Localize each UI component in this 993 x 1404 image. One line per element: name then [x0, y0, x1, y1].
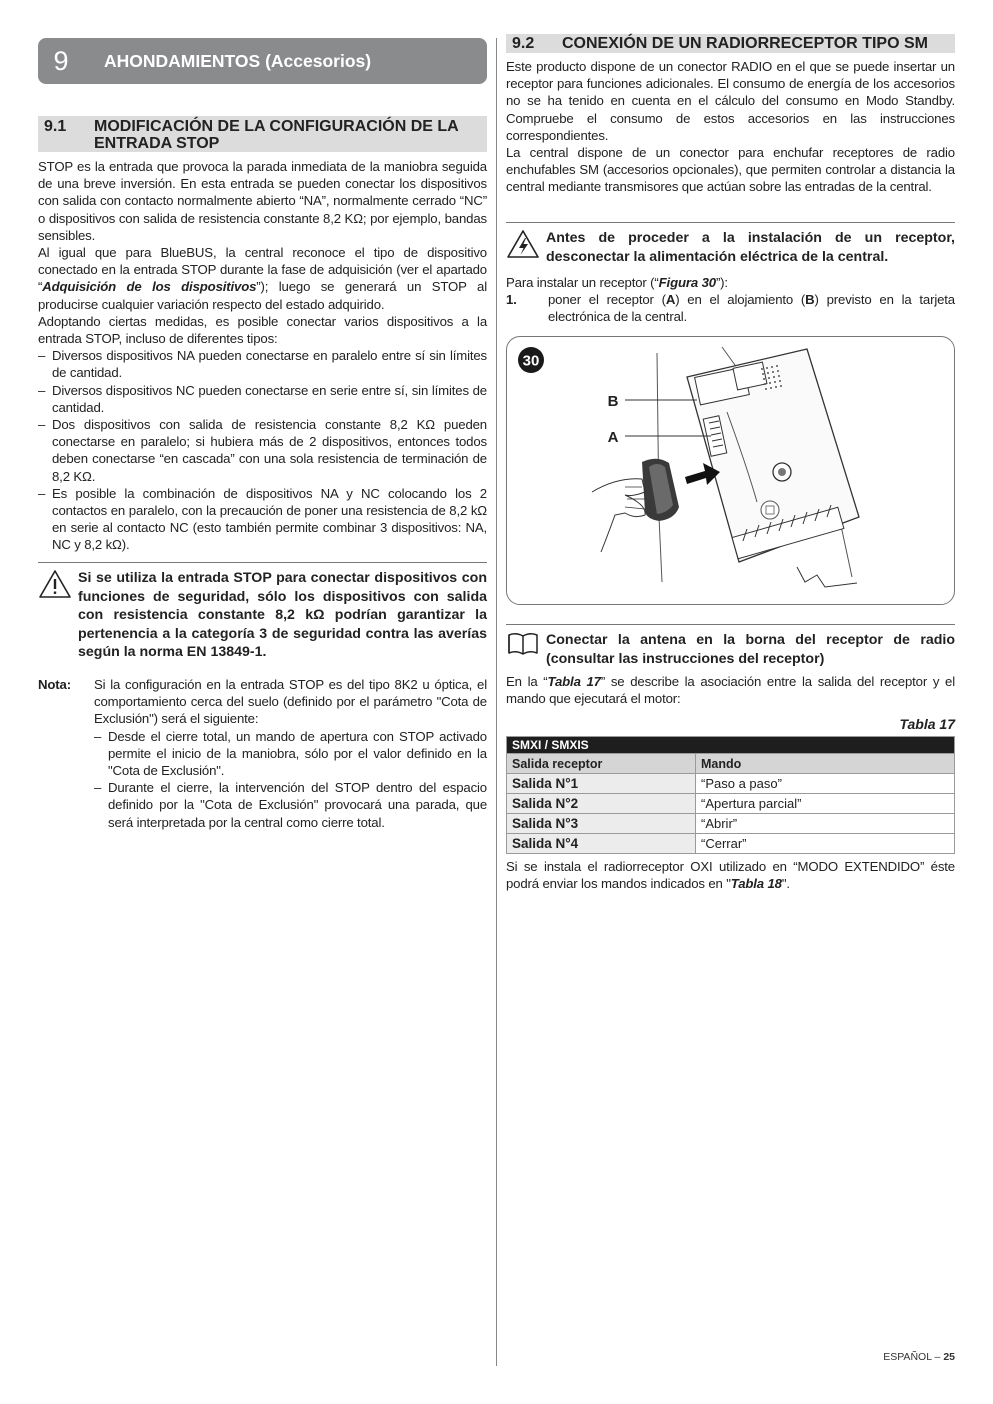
link-figura-30[interactable]: Figura 30: [658, 275, 716, 290]
page-footer: [883, 1351, 955, 1363]
paragraph: Adoptando ciertas medidas, es posible conectar varios dispositivos a la entrada STOP, incluso de diferentes tipos:: [38, 313, 487, 347]
receptor-installation-illustration: [507, 337, 954, 604]
antenna-note: Conectar la antena en la borna del receptor de radio (consultar las instrucciones del receptor): [506, 624, 955, 668]
note-text: Si la configuración en la entrada STOP es del tipo 8K2 u óptica, el comportamiento cerca del suelo (definido por el parámetro "Cota de Exclusión") será el siguiente:: [94, 677, 487, 727]
list-item: – Dos dispositivos con salida de resistencia constante 8,2 KΩ pueden conectarse en paralelo; si hubiera más de 2 dispositivos, entonces todos deben conectarse “en cascada” con una sola resistencia de terminación de 8,2 KΩ.: [38, 417, 487, 484]
chapter-header: [38, 38, 487, 84]
warning-icon: [38, 569, 78, 662]
list-item: – Diversos dispositivos NC pueden conectarse en serie entre sí, sin límites de cantidad.: [38, 382, 487, 415]
link-adquisicion[interactable]: Adquisición de los dispositivos: [42, 279, 257, 295]
electrical-warning: Antes de proceder a la instalación de un receptor, desconectar la alimentación eléctrica de la central.: [506, 222, 955, 266]
section-title: MODIFICACIÓN DE LA CONFIGURACIÓN DE LA ENTRADA STOP: [94, 118, 459, 152]
column-divider: [496, 38, 497, 1366]
section-title: CONEXIÓN DE UN RADIORRECEPTOR TIPO SM: [562, 35, 928, 52]
paragraph: STOP es la entrada que provoca la parada inmediata de la maniobra seguida de una breve inversión. En esta entrada se pueden conectar los dispositivos con salida con contacto normalmente abierto “NA”, normalmente cerrado “NC” o dispositivos con salida de resistencia constante 8,2 KΩ; por ejemplo, bandas sensibles.: [38, 159, 487, 243]
table-header: Mando: [696, 754, 955, 774]
page-number: 25: [943, 1351, 955, 1363]
list-item: – Durante el cierre, la intervención del STOP dentro del espacio definido por la "Cota de Exclusión" provocará una parada, que será interpretada por la central como cierre total.: [94, 780, 487, 830]
section-number: 9.2: [512, 35, 535, 52]
section-9-2-heading: [506, 34, 955, 53]
final-paragraph: Si se instala el radiorreceptor OXI utilizado en “MODO EXTENDIDO” éste podrá enviar los mandos indicados en "Tabla 18".: [506, 859, 955, 892]
section-9-1-heading: [38, 116, 487, 152]
table-row: Salida N°1 “Paso a paso”: [507, 774, 955, 794]
table-row: Salida N°4 “Cerrar”: [507, 834, 955, 854]
paragraph: La central dispone de un conector para enchufar receptores de radio enchufables SM (accesorios opcionales), que permiten controlar a distancia la central mediante transmisores que actúan sobre las entradas de la central.: [506, 145, 955, 195]
list-item: 1. poner el receptor (A) en el alojamiento (B) previsto en la tarjeta electrónica de la central.: [506, 292, 955, 325]
table-title: SMXI / SMXIS: [507, 737, 955, 754]
link-tabla-17[interactable]: Tabla 17: [547, 674, 601, 689]
paragraph: Para instalar un receptor (“Figura 30”):: [506, 275, 728, 290]
book-icon: [506, 631, 546, 668]
section-9-2-body: [506, 58, 955, 196]
table-row: Salida N°2 “Apertura parcial”: [507, 794, 955, 814]
table-intro: En la “Tabla 17” se describe la asociación entre la salida del receptor y el mando que ejecutará el motor:: [506, 674, 955, 707]
figure-number-label: 30: [522, 352, 540, 370]
paragraph: Este producto dispone de un conector RADIO en el que se puede insertar un receptor para funciones adicionales. El consumo de energía de los accesorios no se ha tenido en cuenta en el cálculo del consumo en Modo Standby. Compruebe el consumo de estos accesorios en las instrucciones correspondientes.: [506, 59, 955, 143]
chapter-title: AHONDAMIENTOS (Accesorios): [104, 50, 372, 71]
note-block: [38, 676, 487, 831]
install-steps: [506, 274, 955, 326]
table-header: Salida receptor: [507, 754, 696, 774]
list-item: – Desde el cierre total, un mando de apertura con STOP activado permite el inicio de la maniobra, sólo por el valor definido en la "Cota de Exclusión".: [94, 728, 487, 779]
section-9-1-body: [38, 158, 487, 554]
list-item: – Es posible la combinación de dispositivos NA y NC colocando los 2 contactos en paralelo, con la precaución de poner una resistencia de 8,2 kΩ en serie al contacto NC (esto también permite combinar 3 dispositivos: NA, NC y 8,2 kΩ).: [38, 485, 487, 553]
label-b: B: [607, 393, 619, 410]
chapter-number: 9: [53, 45, 69, 76]
link-tabla-18[interactable]: Tabla 18: [730, 876, 782, 892]
footer-language: ESPAÑOL –: [883, 1351, 944, 1363]
table-row: Salida N°3 “Abrir”: [507, 814, 955, 834]
section-number: 9.1: [44, 118, 67, 135]
safety-warning: Si se utiliza la entrada STOP para conectar dispositivos con funciones de seguridad, sólo los dispositivos con salida con resistencia constante 8,2 kΩ podrían garantizar la pertenencia a la categoría 3 de seguridad contra las averías según la norma EN 13849-1.: [38, 562, 487, 662]
electric-hazard-icon: [506, 229, 546, 266]
label-a: A: [607, 429, 619, 446]
paragraph: Al igual que para BlueBUS, la central reconoce el tipo de dispositivo conectado en la entrada STOP durante la fase de adquisición (ver el apartado “Adquisición de los dispositivos”); luego se generará un STOP al producirse cualquier variación respecto del estado adquirido.: [38, 245, 487, 312]
figure-30: [506, 336, 955, 605]
table-caption: Tabla 17: [899, 716, 955, 732]
note-label: Nota:: [38, 677, 71, 692]
list-item: – Diversos dispositivos NA pueden conectarse en paralelo entre sí sin límites de cantidad.: [38, 348, 487, 381]
receiver-output-table: [506, 736, 955, 854]
